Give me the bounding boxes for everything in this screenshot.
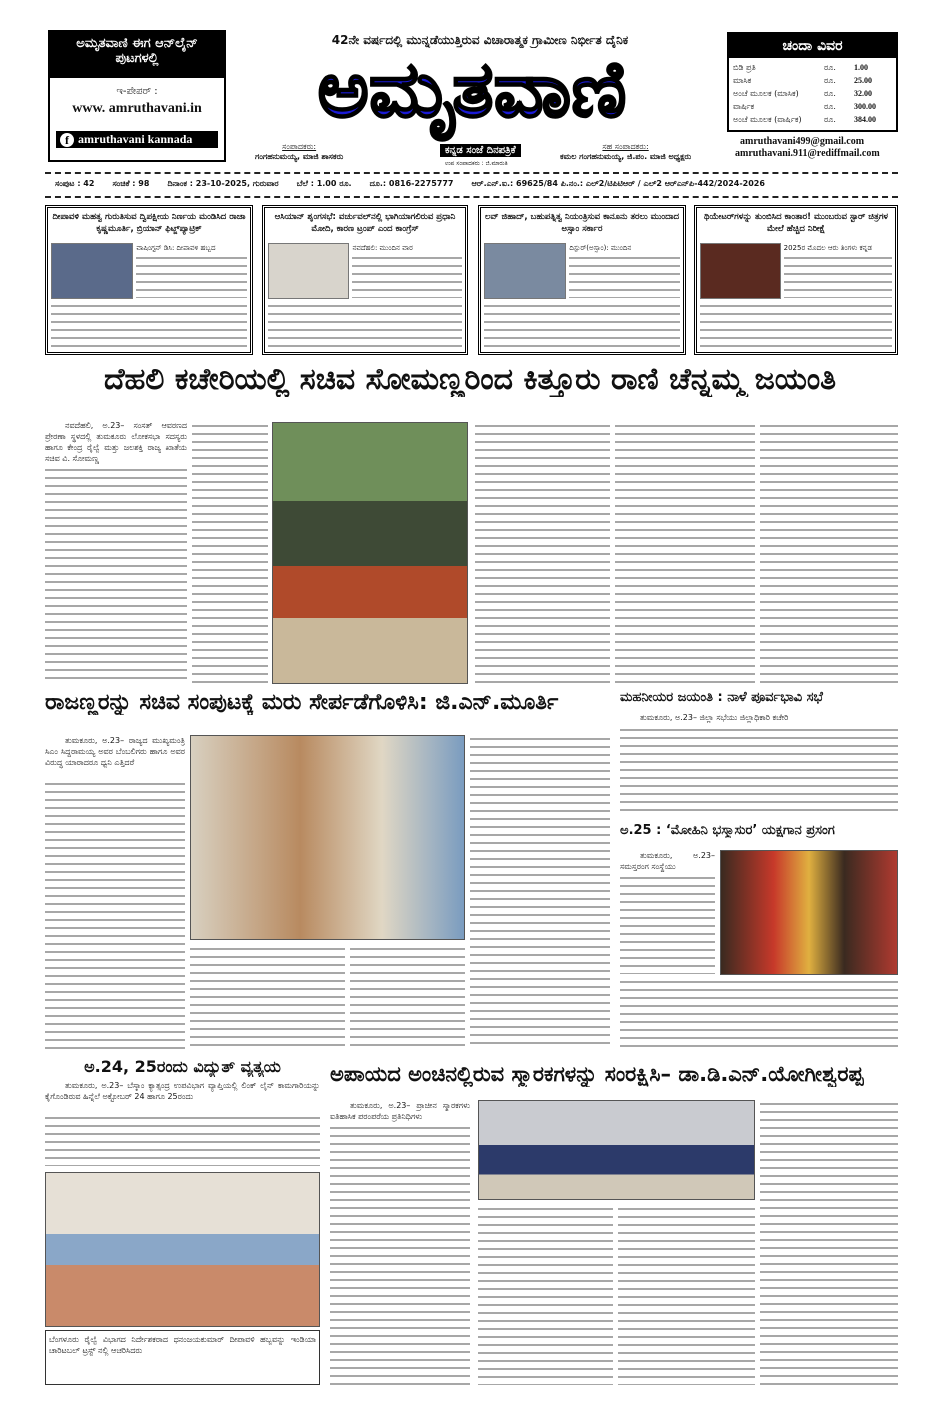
co-editor-name: ಕಮಲ ಗಂಗಹನುಮಯ್ಯ, ಜಿ.ಪಂ. ಮಾಜಿ ಅಧ್ಯಕ್ಷರು [560, 152, 692, 161]
subscription-title: ಚಂದಾ ವಿವರ [729, 34, 896, 58]
story4-text [620, 874, 715, 974]
top-news-box[interactable] [478, 205, 686, 355]
story6-text [330, 1124, 470, 1386]
lead-text-col [192, 422, 268, 684]
top-box-photo [268, 243, 349, 299]
subscription-row [733, 100, 892, 113]
subscription-currency: ರೂ. [824, 76, 836, 85]
subscription-label: ಮಾಸಿಕ [733, 76, 752, 85]
subscription-currency: ರೂ. [824, 102, 836, 111]
email-1[interactable]: amruthavani499@gmail.com [740, 136, 865, 147]
top-box-text [268, 302, 462, 348]
top-news-box[interactable] [45, 205, 253, 355]
top-news-box[interactable] [694, 205, 898, 355]
subtitle-badge: ಕನ್ನಡ ಸಂಜೆ ದಿನಪತ್ರಿಕೆ [440, 144, 521, 157]
co-editor-label: ಸಹ ಸಂಪಾದಕರು: [602, 142, 649, 151]
lead-text-col [615, 422, 755, 684]
lead-text-col [45, 466, 187, 684]
lead-text-col [760, 422, 898, 684]
registration: ಆರ್.ಎನ್.ಐ.: 69625/84 ಪಿ.ನಂ.: ಎಲ್2/ಟಿಪಿಟಿಆರ್ / ಎಲ್2 ಆರ್‌ಎನ್‌ಪಿ-442/2024-2026 [471, 179, 765, 188]
story5-photo [45, 1172, 320, 1327]
subscription-row [733, 74, 892, 87]
story2-text-col [45, 780, 185, 1050]
divider [45, 172, 898, 174]
story3-headline: ಮಹನೀಯರ ಜಯಂತಿ : ನಾಳೆ ಪೂರ್ವಭಾವಿ ಸಭೆ [620, 690, 823, 705]
divider [45, 196, 898, 198]
subscription-currency: ರೂ. [824, 115, 836, 124]
editor-block [255, 142, 343, 162]
top-box-headline: ದೀಪಾವಳಿ ಮಹತ್ವ ಗುರುತಿಸುವ ದ್ವಿಪಕ್ಷೀಯ ನಿರ್ಣಯ ಮಂಡಿಸಿದ ರಾಜಾ ಕೃಷ್ಣಮೂರ್ತಿ, ಬ್ರಿಯಾನ್ ಫಿಟ್ಜ್‌ಪ್ಯಾಟ್ರಿಕ್ [52, 212, 246, 234]
story2-text-col [470, 735, 610, 1050]
lead-text-col [475, 422, 610, 684]
top-box-lead: ನವದೆಹಲಿ: ಮುಂದಿನ ವಾರ [352, 244, 413, 252]
top-box-lead: ದಿಸ್ಪುರ್(ಅಸ್ಸಾಂ): ಮುಂದಿನ [569, 244, 632, 252]
editor-label: ಸಂಪಾದಕರು: [282, 142, 317, 151]
online-box-title: ಅಮೃತವಾಣಿ ಈಗ ಆನ್‌ಲೈನ್ ಪುಟಗಳಲ್ಲಿ [50, 32, 224, 78]
top-box-headline: ಲವ್ ಜಿಹಾದ್, ಬಹುಪತ್ನಿತ್ವ ನಿಯಂತ್ರಿಸುವ ಕಾನೂನು ತರಲು ಮುಂದಾದ ಅಸ್ಸಾಂ ಸರ್ಕಾರ [484, 212, 680, 234]
story6-text [760, 1100, 898, 1386]
subscription-amount: 384.00 [854, 115, 876, 124]
subscription-label: ಅಂಚೆ ಮೂಲಕ (ಮಾಸಿಕ) [733, 89, 799, 98]
tagline: 42ನೇ ವರ್ಷದಲ್ಲಿ ಮುನ್ನಡೆಯುತ್ತಿರುವ ವಿಚಾರಾತ್ಮಕ ಗ್ರಾಮೀಣ ನಿರ್ಭೀತ ದೈನಿಕ [331, 33, 629, 47]
lead-photo-statue [272, 422, 468, 684]
story2-photo [190, 735, 465, 940]
story4-dateline: ತುಮಕೂರು, ಅ.23– ಸಮಸ್ತರಂಗ ಸಂಸ್ಥೆಯು [620, 851, 715, 871]
top-box-photo [700, 243, 781, 299]
subscription-label: ಬಿಡಿ ಪ್ರತಿ [733, 63, 756, 72]
subscription-box [727, 32, 898, 132]
website-link[interactable]: www. amruthavani.in [72, 101, 202, 116]
top-box-text [51, 302, 247, 348]
lead-headline: ದೆಹಲಿ ಕಚೇರಿಯಲ್ಲಿ ಸಚಿವ ಸೋಮಣ್ಣರಿಂದ ಕಿತ್ತೂರು ರಾಣಿ ಚೆನ್ನಮ್ಮ ಜಯಂತಿ [103, 362, 837, 397]
story3-dateline: ತುಮಕೂರು, ಅ.23– ಜಿಲ್ಲಾ ಸಭೆಯು ಜಿಲ್ಲಾಧಿಕಾರಿ ಕಚೇರಿ [640, 713, 789, 722]
phone: ದೂ.: 0816-2275777 [369, 179, 454, 188]
email-2[interactable]: amruthavani.911@rediffmail.com [735, 148, 880, 159]
date: ದಿನಾಂಕ : 23-10-2025, ಗುರುವಾರ [167, 179, 279, 188]
subscription-label: ವಾರ್ಷಿಕ [733, 102, 755, 111]
story6-headline: ಅಪಾಯದ ಅಂಚಿನಲ್ಲಿರುವ ಸ್ಮಾರಕಗಳನ್ನು ಸಂರಕ್ಷಿಸಿ– ಡಾ.ಡಿ.ಎನ್.ಯೋಗೀಶ್ವರಪ್ಪ [330, 1062, 864, 1086]
issue: ಸಂಚಿಕೆ : 98 [112, 179, 150, 188]
subscription-row [733, 61, 892, 74]
subscription-row [733, 87, 892, 100]
top-box-photo [484, 243, 566, 299]
subscription-amount: 32.00 [854, 89, 872, 98]
top-box-text [784, 254, 892, 298]
subscription-amount: 25.00 [854, 76, 872, 85]
top-box-lead: 2025ರ ಮೊದಲ ಆರು ತಿಂಗಳು ಕನ್ನಡ [783, 244, 872, 252]
lead-dateline: ನವದೆಹಲಿ, ಅ.23– ಸಂಸತ್ ಆವರಣದ ಪ್ರೇರಣಾ ಸ್ಥಳದಲ್ಲಿ ತುಮಕೂರು ಲೋಕಸಭಾ ಸದಸ್ಯರು ಹಾಗೂ ಕೇಂದ್ರ ರೈಲ್ವೆ ಮತ್ತು ಜಲಶಕ್ತಿ ರಾಜ್ಯ ಖಾತೆಯ ಸಚಿವ ವಿ. ಸೋಮಣ್ಣ [45, 421, 187, 463]
subscription-currency: ರೂ. [824, 63, 836, 72]
top-box-text [569, 254, 680, 298]
editor-name: ಗಂಗಹನುಮಯ್ಯ, ಮಾಜಿ ಶಾಸಕರು [255, 152, 344, 161]
story6-photo [478, 1100, 755, 1200]
price: ಬೆಲೆ : 1.00 ರೂ. [296, 179, 352, 188]
story5-text [45, 1114, 320, 1166]
story5-caption: ಬೆಂಗಳೂರು ರೈಲ್ವೆ ವಿಭಾಗದ ನಿರ್ದೇಶಕರಾದ ಧನಂಜಯಕುಮಾರ್ ದೀಪಾವಳಿ ಹಬ್ಬವನ್ನು ಇಂಡಿಯಾ ಚಾರಿಟಬಲ್ ಟ್ರಸ್ಟ್ ನಲ್ಲಿ ಆಚರಿಸಿದರು [45, 1330, 320, 1385]
facebook-link[interactable] [56, 131, 218, 148]
sub-editor: ಉಪ ಸಂಪಾದಕರು : ಜಿ.ಮಾರುತಿ [445, 160, 508, 167]
facebook-icon: f [60, 133, 74, 147]
top-box-text [136, 254, 247, 298]
subscription-row [733, 113, 892, 126]
newspaper-logo: ಅಮೃತವಾಣಿ [317, 45, 627, 135]
story4-photo-yakshagana [720, 850, 898, 975]
facebook-handle: amruthavani kannada [78, 132, 193, 146]
top-box-headline: ಆಸಿಯಾನ್ ಶೃಂಗಸಭೆ: ವರ್ಚುವಲ್‌ನಲ್ಲಿ ಭಾಗಿಯಾಗಲಿರುವ ಪ್ರಧಾನಿ ಮೋದಿ, ಕಾರಣ ಟ್ರಂಪ್ ಎಂದ ಕಾಂಗ್ರೆಸ್ [274, 212, 456, 234]
story2-text-col [190, 945, 345, 1050]
top-box-photo [51, 243, 133, 299]
story6-text [618, 1205, 755, 1385]
epaper-label: ಇ-ಪೇಪರ್ : [116, 86, 158, 97]
subscription-currency: ರೂ. [824, 89, 836, 98]
co-editor-block [560, 142, 691, 162]
top-box-text [352, 254, 462, 298]
story3-text [620, 726, 898, 814]
top-box-lead: ವಾಷಿಂಗ್ಟನ್ ಡಿಸಿ: ದೀಪಾವಳಿ ಹಬ್ಬದ [136, 244, 216, 252]
subscription-amount: 1.00 [854, 63, 868, 72]
story5-headline: ಅ.24, 25ರಂದು ವಿದ್ಯುತ್ ವ್ಯತ್ಯಯ [84, 1057, 281, 1076]
story5-dateline: ತುಮಕೂರು, ಅ.23– ಬೆಸ್ಕಾಂ ಕ್ಯಾತ್ಸಂದ್ರ ಉಪವಿಭಾಗ ವ್ಯಾಪ್ತಿಯಲ್ಲಿ ಲಿಂಕ್ ಲೈನ್ ಕಾಮಗಾರಿಯನ್ನು ಕೈಗೊಂಡಿರುವ ಹಿನ್ನೆಲೆ ಅಕ್ಟೋಬರ್ 24 ಹಾಗೂ 25ರಂದು [45, 1081, 320, 1101]
subscription-amount: 300.00 [854, 102, 876, 111]
story2-headline: ರಾಜಣ್ಣರನ್ನು ಸಚಿವ ಸಂಪುಟಕ್ಕೆ ಮರು ಸೇರ್ಪಡೆಗೊಳಿಸಿ: ಜಿ.ಎನ್.ಮೂರ್ತಿ [45, 690, 559, 715]
info-line [55, 179, 900, 189]
story2-dateline: ತುಮಕೂರು, ಅ.23– ರಾಜ್ಯದ ಮುಖ್ಯಮಂತ್ರಿ ಸಿಎಂ ಸಿದ್ದರಾಮಯ್ಯ ಅವರ ಬೆಂಬಲಿಗರು ಹಾಗೂ ಅವರ ವಿರುದ್ಧ ಯಾರಾದರೂ ಧ್ವನಿ ಎತ್ತಿದರೆ [45, 736, 185, 767]
story4-text [620, 978, 898, 1050]
top-box-text [700, 302, 892, 348]
story6-dateline: ತುಮಕೂರು, ಅ.23– ಪ್ರಾಚೀನ ಸ್ಮಾರಕಗಳು ಐತಿಹಾಸಿಕ ಪರಂಪರೆಯ ಪ್ರತಿನಿಧಿಗಳು [330, 1101, 470, 1121]
volume: ಸಂಪುಟ : 42 [55, 179, 95, 188]
story2-text-col [350, 945, 465, 1050]
online-box [48, 30, 226, 162]
top-news-box[interactable] [262, 205, 468, 355]
subscription-label: ಅಂಚೆ ಮೂಲಕ (ವಾರ್ಷಿಕ) [733, 115, 802, 124]
story4-headline: ಅ.25 : ‘ಮೋಹಿನಿ ಭಸ್ಮಾಸುರ’ ಯಕ್ಷಗಾನ ಪ್ರಸಂಗ [620, 823, 835, 838]
top-box-headline: ಥಿಯೇಟರ್‌ಗಳನ್ನು ತುಂಬಿಸಿದ ಕಾಂತಾರ! ಮುಂಬರುವ ಸ್ಟಾರ್ ಚಿತ್ರಗಳ ಮೇಲೆ ಹೆಚ್ಚಿದ ನಿರೀಕ್ಷೆ [703, 212, 889, 234]
story6-text [478, 1205, 613, 1385]
top-box-text [484, 302, 680, 348]
